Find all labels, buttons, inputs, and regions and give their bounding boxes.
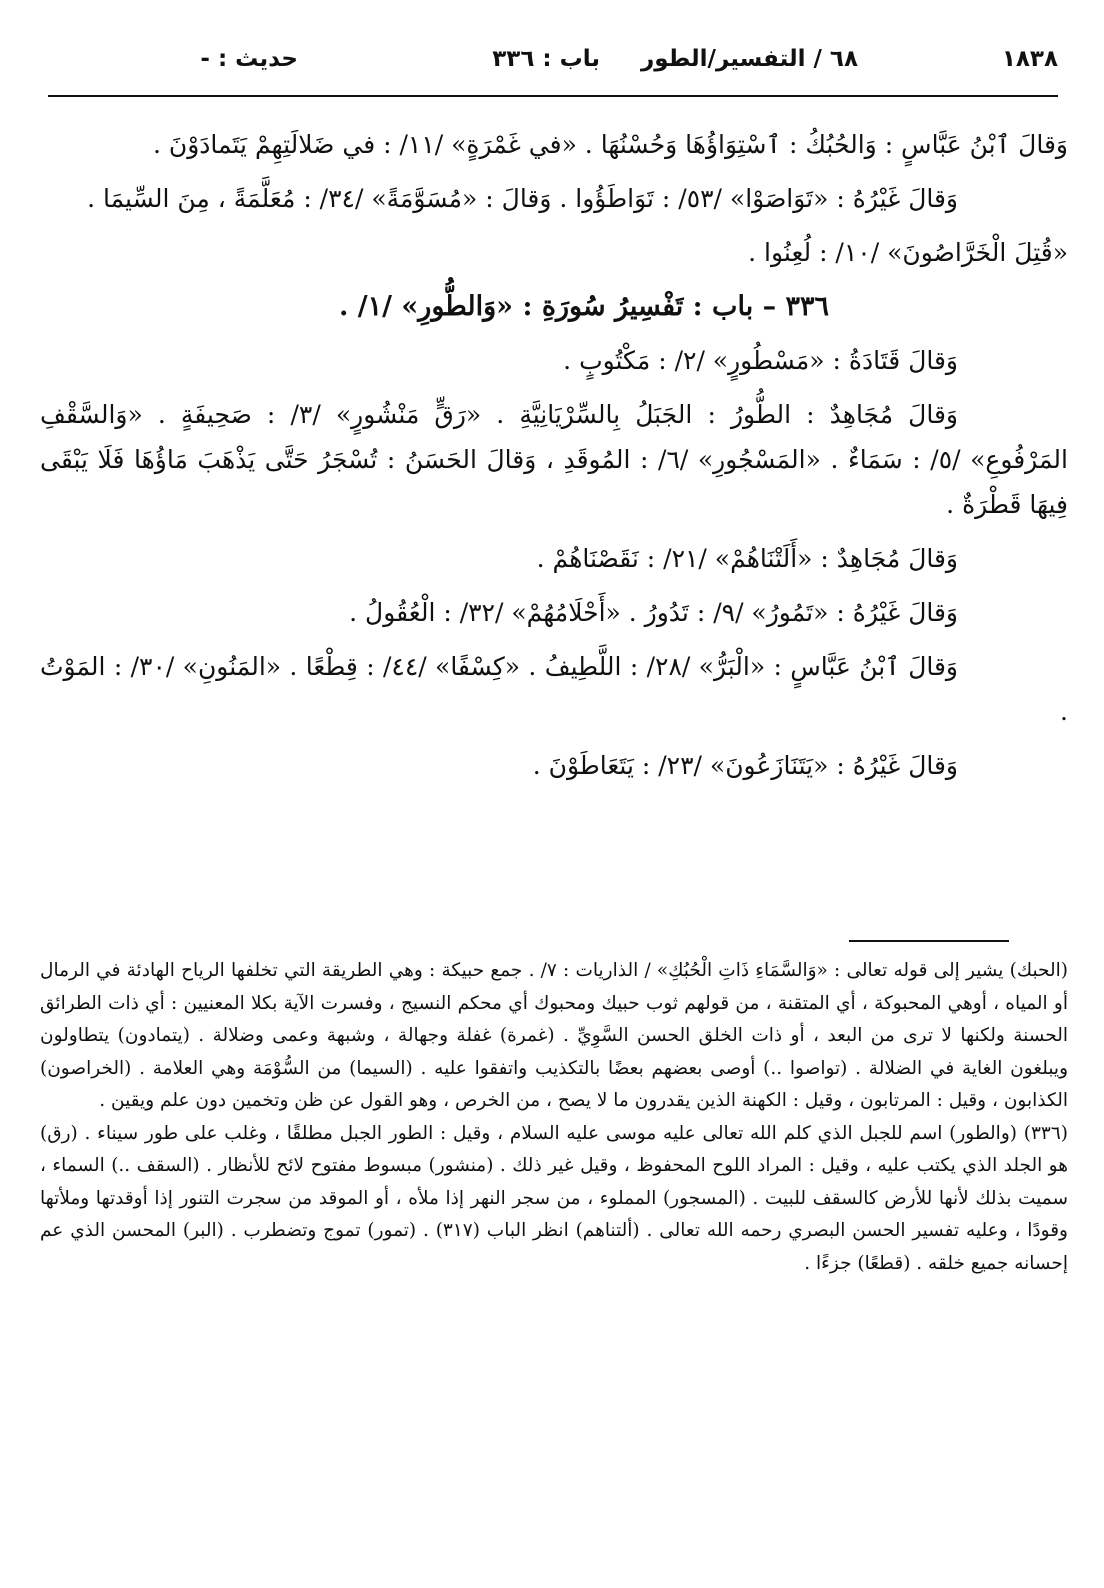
main-text: [40, 122, 1068, 797]
footnote-divider: [849, 940, 1009, 942]
running-header: [48, 46, 1058, 86]
paragraph-yatanazaun: وَقالَ غَيْرُهُ : «يَتَنَازَعُونَ» /٢٣/ : يَتَعَاطَوْنَ .: [532, 751, 958, 780]
footnote-hubuk: (الحبك) يشير إلى قوله تعالى : «وَالسَّمَاءِ ذَاتِ الْحُبُكِ» / الذاريات : ٧/ . جمع حبيكة : وهي الطريقة التي تخلفها الرياح الهادئة في الرمال أو المياه ، أوهي المحبوكة ، أي المتقنة ، من قولهم ثوب حبيك ومحبوك أي محكم النسيج ، وفسرت الآية بكلا المعنيين : أي ذات الطرائق الحسنة ولكنها لا ترى من البعد ، أو ذات الخلق الحسن السَّوِيِّ . (غمرة) غفلة وجهالة ، وشبهة وعمى وضلالة . (يتمادون) يتطاولون ويبلغون الغاية في الضلالة . (تواصوا ..) أوصى بعضهم بعضًا بالتكذيب واتفقوا عليه . (السيما) من السُّوْمَة وهي العلامة . (الخراصون) الكذابون ، وقيل : المرتابون ، وقيل : الكهنة الذين يقدرون ما لا يصح ، من الخرص ، وهو القول عن ظن وتخمين دون علم ويقين .: [40, 960, 1068, 1111]
chapter-title: ٦٨ / التفسير/الطور: [640, 46, 858, 72]
paragraph-mujahid-tur: وَقالَ مُجَاهِدٌ : الطُّورُ : الجَبَلُ بِالسِّرْيَانِيَّةِ . «رَقٍّ مَنْشُورٍ» /٣/ : صَحِيفَةٍ . «وَالسَّقْفِ المَرْفُوعِ» /٥/ : سَمَاءٌ . «المَسْجُورِ» /٦/ : المُوقَدِ ، وَقالَ الحَسَنُ : تُسْجَرُ حَتَّى يَذْهَبَ مَاؤُهَا فَلَا يَبْقَى فِيهَا قَطْرَةٌ .: [40, 400, 1068, 519]
paragraph-ibn-abbas-hubuk: وَقالَ ٱبْنُ عَبَّاسٍ : وَالحُبُكُ : ٱسْتِوَاؤُهَا وَحُسْنُهَا . «في غَمْرَةٍ» /١١/ : في ضَلالَتِهِمْ يَتَمادَوْنَ .: [152, 130, 1068, 159]
hadith-number: حديث : -: [200, 46, 298, 72]
paragraph-ibn-abbas-barr: وَقالَ ٱبْنُ عَبَّاسٍ : «الْبَرُّ» /٢٨/ : اللَّطِيفُ . «كِسْفًا» /٤٤/ : قِطْعًا . «المَنُونِ» /٣٠/ : المَوْتُ .: [40, 652, 1068, 726]
paragraph-tamur: وَقالَ غَيْرُهُ : «تَمُورُ» /٩/ : تَدُورُ . «أَحْلَامُهُمْ» /٣٢/ : الْعُقُولُ .: [349, 598, 958, 627]
section-heading: ٣٣٦ – باب : تَفْسِيرُ سُورَةِ : «وَالطُّورِ» /١/ .: [338, 291, 830, 322]
paragraph-mujahid-alatnahum: وَقالَ مُجَاهِدٌ : «أَلَتْنَاهُمْ» /٢١/ : نَقَصْنَاهُمْ .: [536, 544, 958, 573]
page-number: ١٨٣٨: [1001, 46, 1058, 72]
paragraph-tawasaw: وَقالَ غَيْرُهُ : «تَوَاصَوْا» /٥٣/ : تَوَاطَؤُوا . وَقالَ : «مُسَوَّمَةً» /٣٤/ : مُعَلَّمَةً ، مِنَ السِّيمَا .: [87, 184, 958, 213]
paragraph-qatada: وَقالَ قَتَادَةُ : «مَسْطُورٍ» /٢/ : مَكْتُوبٍ .: [563, 346, 958, 375]
footnote-tur: (٣٣٦) (والطور) اسم للجبل الذي كلم الله تعالى عليه موسى عليه السلام ، وقيل : الطور الجبل مطلقًا ، وغلب على طور سيناء . (رق) هو الجلد الذي يكتب عليه ، وقيل : المراد اللوح المحفوظ ، وقيل غير ذلك . (منشور) مبسوط مفتوح لائح للأنظار . (السقف ..) السماء ، سميت بذلك لأنها للأرض كالسقف للبيت . (المسجور) المملوء ، من سجر النهر إذا ملأه ، أو الموقد من سجرت التنور إذا أوقدتها وملأتها وقودًا ، وعليه تفسير الحسن البصري رحمه الله تعالى . (ألتناهم) انظر الباب (٣١٧) . (تمور) تموج وتضطرب . (البر) المحسن الذي عم إحسانه جميع خلقه . (قطعًا) جزءًا .: [40, 1122, 1068, 1274]
footnotes: [40, 955, 1068, 1280]
header-divider: [48, 95, 1058, 97]
bab-number: باب : ٣٣٦: [492, 46, 600, 72]
paragraph-kharrasun: «قُتِلَ الْخَرَّاصُونَ» /١٠/ : لُعِنُوا .: [748, 238, 1068, 267]
